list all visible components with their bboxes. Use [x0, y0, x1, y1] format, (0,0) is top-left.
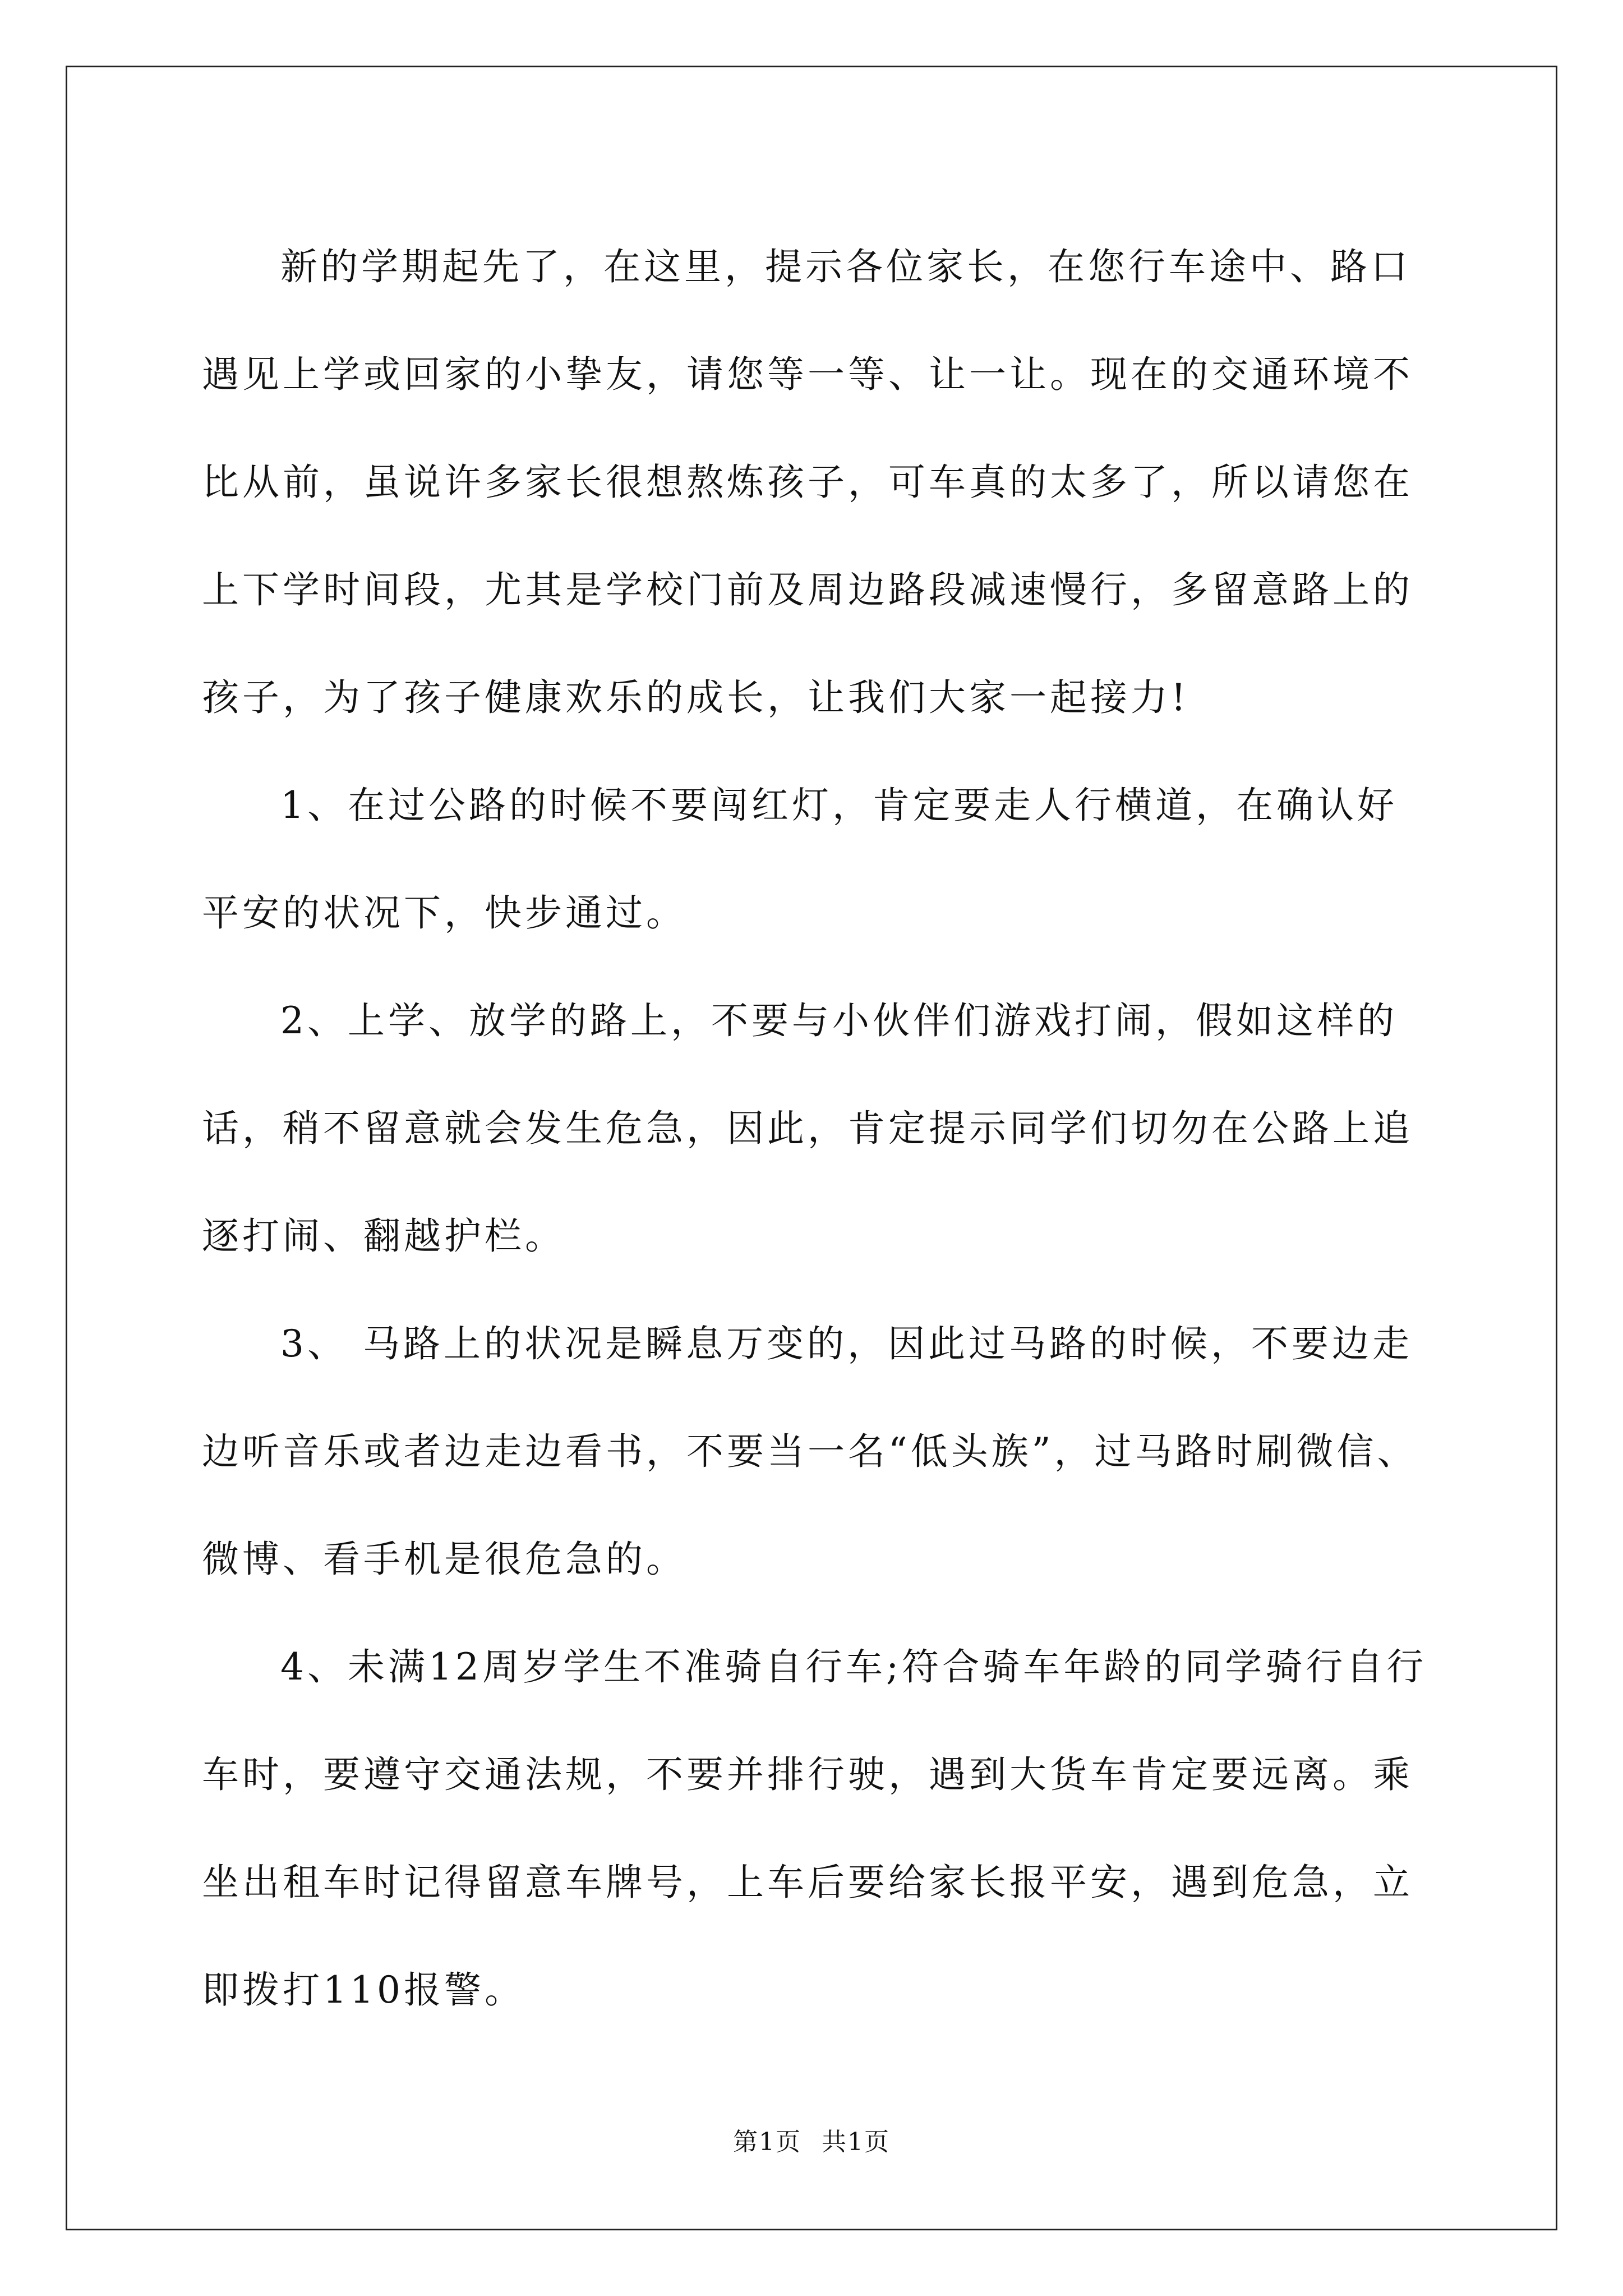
page-footer: [0, 2122, 1623, 2157]
page-number: 第1页: [733, 2128, 801, 2156]
paragraph-intro: 新的学期起先了，在这里，提示各位家长，在您行车途中、路口遇见上学或回家的小挚友，请您等一等、让一让。现在的交通环境不比从前，虽说许多家长很想熬炼孩子，可车真的太多了，所以请您在上下学时间段，尤其是学校门前及周边路段减速慢行，多留意路上的孩子，为了孩子健康欢乐的成长，让我们大家一起接力!: [202, 245, 1413, 719]
page-total: 共1页: [822, 2128, 890, 2156]
paragraph-item-3: 3、 马路上的状况是瞬息万变的，因此过马路的时候，不要边走边听音乐或者边走边看书，不要当一名“低头族”，过马路时刷微信、微博、看手机是很危急的。: [202, 1322, 1418, 1581]
paragraph-item-1: 1、在过公路的时候不要闯红灯，肯定要走人行横道，在确认好平安的状况下，快步通过。: [202, 784, 1398, 935]
paragraph-item-4: 4、未满12周岁学生不准骑自行车;符合骑车年龄的同学骑行自行车时，要遵守交通法规，不要并排行驶，遇到大货车肯定要远离。乘坐出租车时记得留意车牌号，上车后要给家长报平安，遇到危急，立即拨打110报警。: [202, 1645, 1427, 2012]
document-body: [202, 213, 1436, 2044]
paragraph-item-2: 2、上学、放学的路上，不要与小伙伴们游戏打闹，假如这样的话，稍不留意就会发生危急，因此，肯定提示同学们切勿在公路上追逐打闹、翻越护栏。: [202, 999, 1413, 1258]
